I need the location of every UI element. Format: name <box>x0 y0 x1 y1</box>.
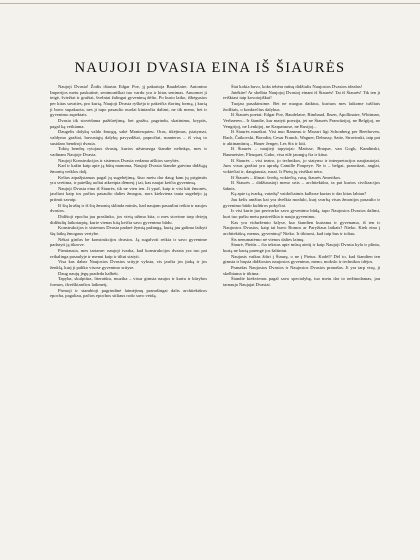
paragraph: Šis nenumatėmo nė vienos dalies laimę. <box>231 236 305 242</box>
left-text-column <box>50 84 207 299</box>
paragraph: Kelias atpažįstamas pagal jų sugebėjimą, šiuo metu dar daug kam jų prigimtis yra svetima, ir paieškų uoliai atkreipia dėmesį į tai, kas naujai keičia gyvenimą. <box>50 174 207 186</box>
paragraph: Tapyba, skulptūra, literatūra, muzika – visur gimsta naujos ir kartu ir kūrybos formos, išreiškiančios laikmetį. <box>50 276 207 287</box>
paragraph: Visa kas dabar Naujosios Dvasios srityje vyksta, vis jaučia jos įtaką ir jos ženklą, kurį ji paliko visose gyvenimo srityse. <box>50 259 207 270</box>
paragraph: Kas yra viduržemio šalyse, kur šiandien kuriama ir gyvenama, iš ten ir Naujosios Dvasios, kaip tai buvo Romos ar Paryžiaus laikais? Nieko. Kiek eina į architektūrą, menus, gyvenimą? Nieko. Ir tikiuosi, kad taip bus ir toliau. <box>223 219 380 237</box>
paragraph: Tokių bendrų rytojaus dvasių, kurios užsimezga šiandie nelinkęs, mes ir vadinam Naujoje Dvasia. <box>50 146 207 157</box>
paragraph: Jau kelis amžius kai yra dvelkia modulo, kurį svarbą visas žmonijos pasaulio ir gyvenimo būdo kultūros pokyčiai. <box>223 197 380 208</box>
paragraph: Tuojau pasakinsime. Bet ne nuogus daiktus, kuriuos mes laikome tuščiais žodžiais, o konkrečius dalykus. <box>223 100 380 112</box>
paragraph: Ir visi kurie juo pertvarko savo gyvenimo būdą, tapo Naujosios Dvasios dalimi, kuri tuo pačiu metu pasireiškia ir nauju gyvenimu. <box>223 208 380 220</box>
paragraph: Dvasia tik stovėdama pažiūrėjimą, bet gražiu, pagrindu, skatinimu, kryptis, pagal ką veikiama. <box>50 117 207 129</box>
paragraph: Šiandie kiekvienas pagal savo specialybę, tuo metu dar to nežinodamas, jau tarnauja Naujajai Dvasiai. <box>223 276 380 287</box>
paragraph: Pirmoji ir stambioji pagrindinė laimėjimų pranašingai dalis architektūros epocha, pagaliau, pačios epochos stiliaus rodo savo veidą. <box>50 287 207 299</box>
paragraph: Naujoji Konstrukcijos ir sistemos Dvasia vedama aiškios savybės. <box>58 157 180 163</box>
paragraph: Daugelis dalykų valdo žmogų, sakė Montesquieu. Oras, tikėjimas, įstatymai, valdymo gražiai, buvusiųjų dalykų pavyzdžiai, papročiai, manieros – iš visų to susidaro bendroji dvasia. <box>50 129 207 146</box>
paragraph: Iš Šiaurės – filmai: švedų, vokiečių, rusų, šiaurės Amerikos. <box>231 174 342 180</box>
paragraph: Šiai kokia buvo, koks tebėra mūsų didžiulis Naujosios Dvasios idealas! <box>231 84 363 89</box>
paragraph: Iš Šiaurės – didžiausioji meno srtis – architektūra, ta pat kurios civilizacijos šaknis. <box>223 180 380 191</box>
paragraph: Iš Šiaurės muzikai. Visi nuo Rameau ir Mozart ligi Schonberg per Beethoven, Bach, Čaikovski, Borodin, Cesar Franck, Wagner, Debussy, Satie, Stravinski, taip pat ir aktinantinių – Hauer Jenger, Les Six ir kiti. <box>223 129 380 146</box>
paragraph: Iš Šiaurės poetai: Edgar Poe, Baudelaire, Rimbaud, Ibsen, Apollinaire, Whitman, Verhaeren... Ir šiandie, kur matyti poezija, jei ne Šiaurės Prancūzijoj, ne Belgijoj, ne Vengrijoj, ne Lenkijoj, ne Karpatuose, ne Rusijoj... <box>223 112 380 129</box>
paragraph: Pirmiausia, mes tariame: naujoji tvarka, kad konstrukcijos dvasia yra tuo pat reikalinga pasaulyje ir menui kaip ir tiltui statyti. <box>50 248 207 259</box>
paragraph: Pranašas Naujosios Dvasios ir Naujosios Dvasios pranašas. Ji yra tarp visų, ji skelbiama ir tikima. <box>223 265 380 276</box>
paragraph: Didžioji epocha jau praslinko, jos vietą užima kita, o mes stovime tarp dviejų didžiulių laikotarpių, kurie vienas kitą keičia savo gyvenimo būdu. <box>50 214 207 225</box>
paragraph: Ką apie tą tvarką, vaizdų? vaidočiaimis kalbose kurias ir dar kitas labiau? <box>231 191 367 197</box>
top-rule <box>0 3 420 4</box>
paragraph: Jutėkite! Ar skelbta Naujojoj Dvasioj einant iš Šiaurės! Tai iš Šiaurės! Tik ten ji reiškiasi taip kovotojiškai! <box>223 89 380 101</box>
paragraph: Daug naujų jėgų pradeda kalbėti. <box>58 270 119 276</box>
right-text-column <box>223 84 380 288</box>
paragraph: Konstrukcijos ir sistemos Dvasia padarė žymią pažangą, kurią jau galima laikyti šių laikų žmogaus vertybe. <box>50 225 207 237</box>
paragraph: Kad ir kažin kaip apie ją būtų manoma, Naujoji Dvasia šiandie gaivina didžiąją žmonių veiklos dalį. <box>50 163 207 174</box>
paragraph: Iš Šiaurės – naujieji tapytojai: Matisse, Braque, van Gogh, Kandinski, Baumeister, Fleuquet, Gabo, visa eilė jaunųjų čia ir kitur. <box>223 146 380 157</box>
paragraph: Iš šių kraštų ir iš šių žmonių sklinda mintis, kad naujam pasauliui reikia ir naujos dvasios. <box>50 202 207 214</box>
paragraph: Nėkai ginčas be konstrukcijos dvasios. Ją sugalvoti reikia ir savo gyvenime padaryti ją tikrove. <box>50 236 207 248</box>
paragraph: Naujoji Dvasia! Žodis ištartas Edgar Poe, jį pakartoja Baudelaire. Antonino Imperijos metu paskutinė, senimoniškai tuo vardu yra ir kitas senimas. Anuomet ji teigė, šviežiai ir gražiai, švelniai žalingai gyvenimą dėlto. Po kurio laiko, išbėgusios per kitas savaites, pro kurią, Naujoji Dvasia ryškėja ir pakeičia išorinę formą, į kurią ji buvo supakuota, nes ji tapo pasaulio nuolat kintančia dalimi, ne tik meno, bet ir gyvenimo aspektais. <box>50 84 207 118</box>
paragraph: Šiaurė, Pietūs – čia tekstas apie mūsų ateitį ir kaip Naujoji Dvasia kyla ir plinta, kurią ne kartą parengė jos šaltiniai. <box>223 242 380 254</box>
page-title: NAUJOJI DVASIA EINA IŠ ŠIAURĖS <box>74 59 346 76</box>
paragraph: Naujoji Dvasia eina iš Šiaurės, tik ne vien ten. Ji ypač, kaip ir visi kiti žmonės, jaučiasi kaip tos pačios pasaulio dalies žmogus, nors kiekviena tauta sugebėjo ją priimti savaip. <box>50 185 207 203</box>
paragraph: Naujasis vaikas žiūri į Šiaurę, o ne į Pietus. Kodėl? Dėl to, kad šiandien ten gimsta ir bręsta didžiosios naujosios gyvenimo, meno, mokslo ir technikos idėjos. <box>223 253 380 265</box>
paragraph: Iš Šiaurės – visi teatro, jo technikos, jo statymo ir interpretacijos naujiautojai. Juos visus gražiai yra aprašę Camille Poupeye. Ne ir – belgai, prancūzai, anglai, vokiečiai ir, daugiausia, rusai. Ir Pietų jų visiškai nėra. <box>223 157 380 174</box>
